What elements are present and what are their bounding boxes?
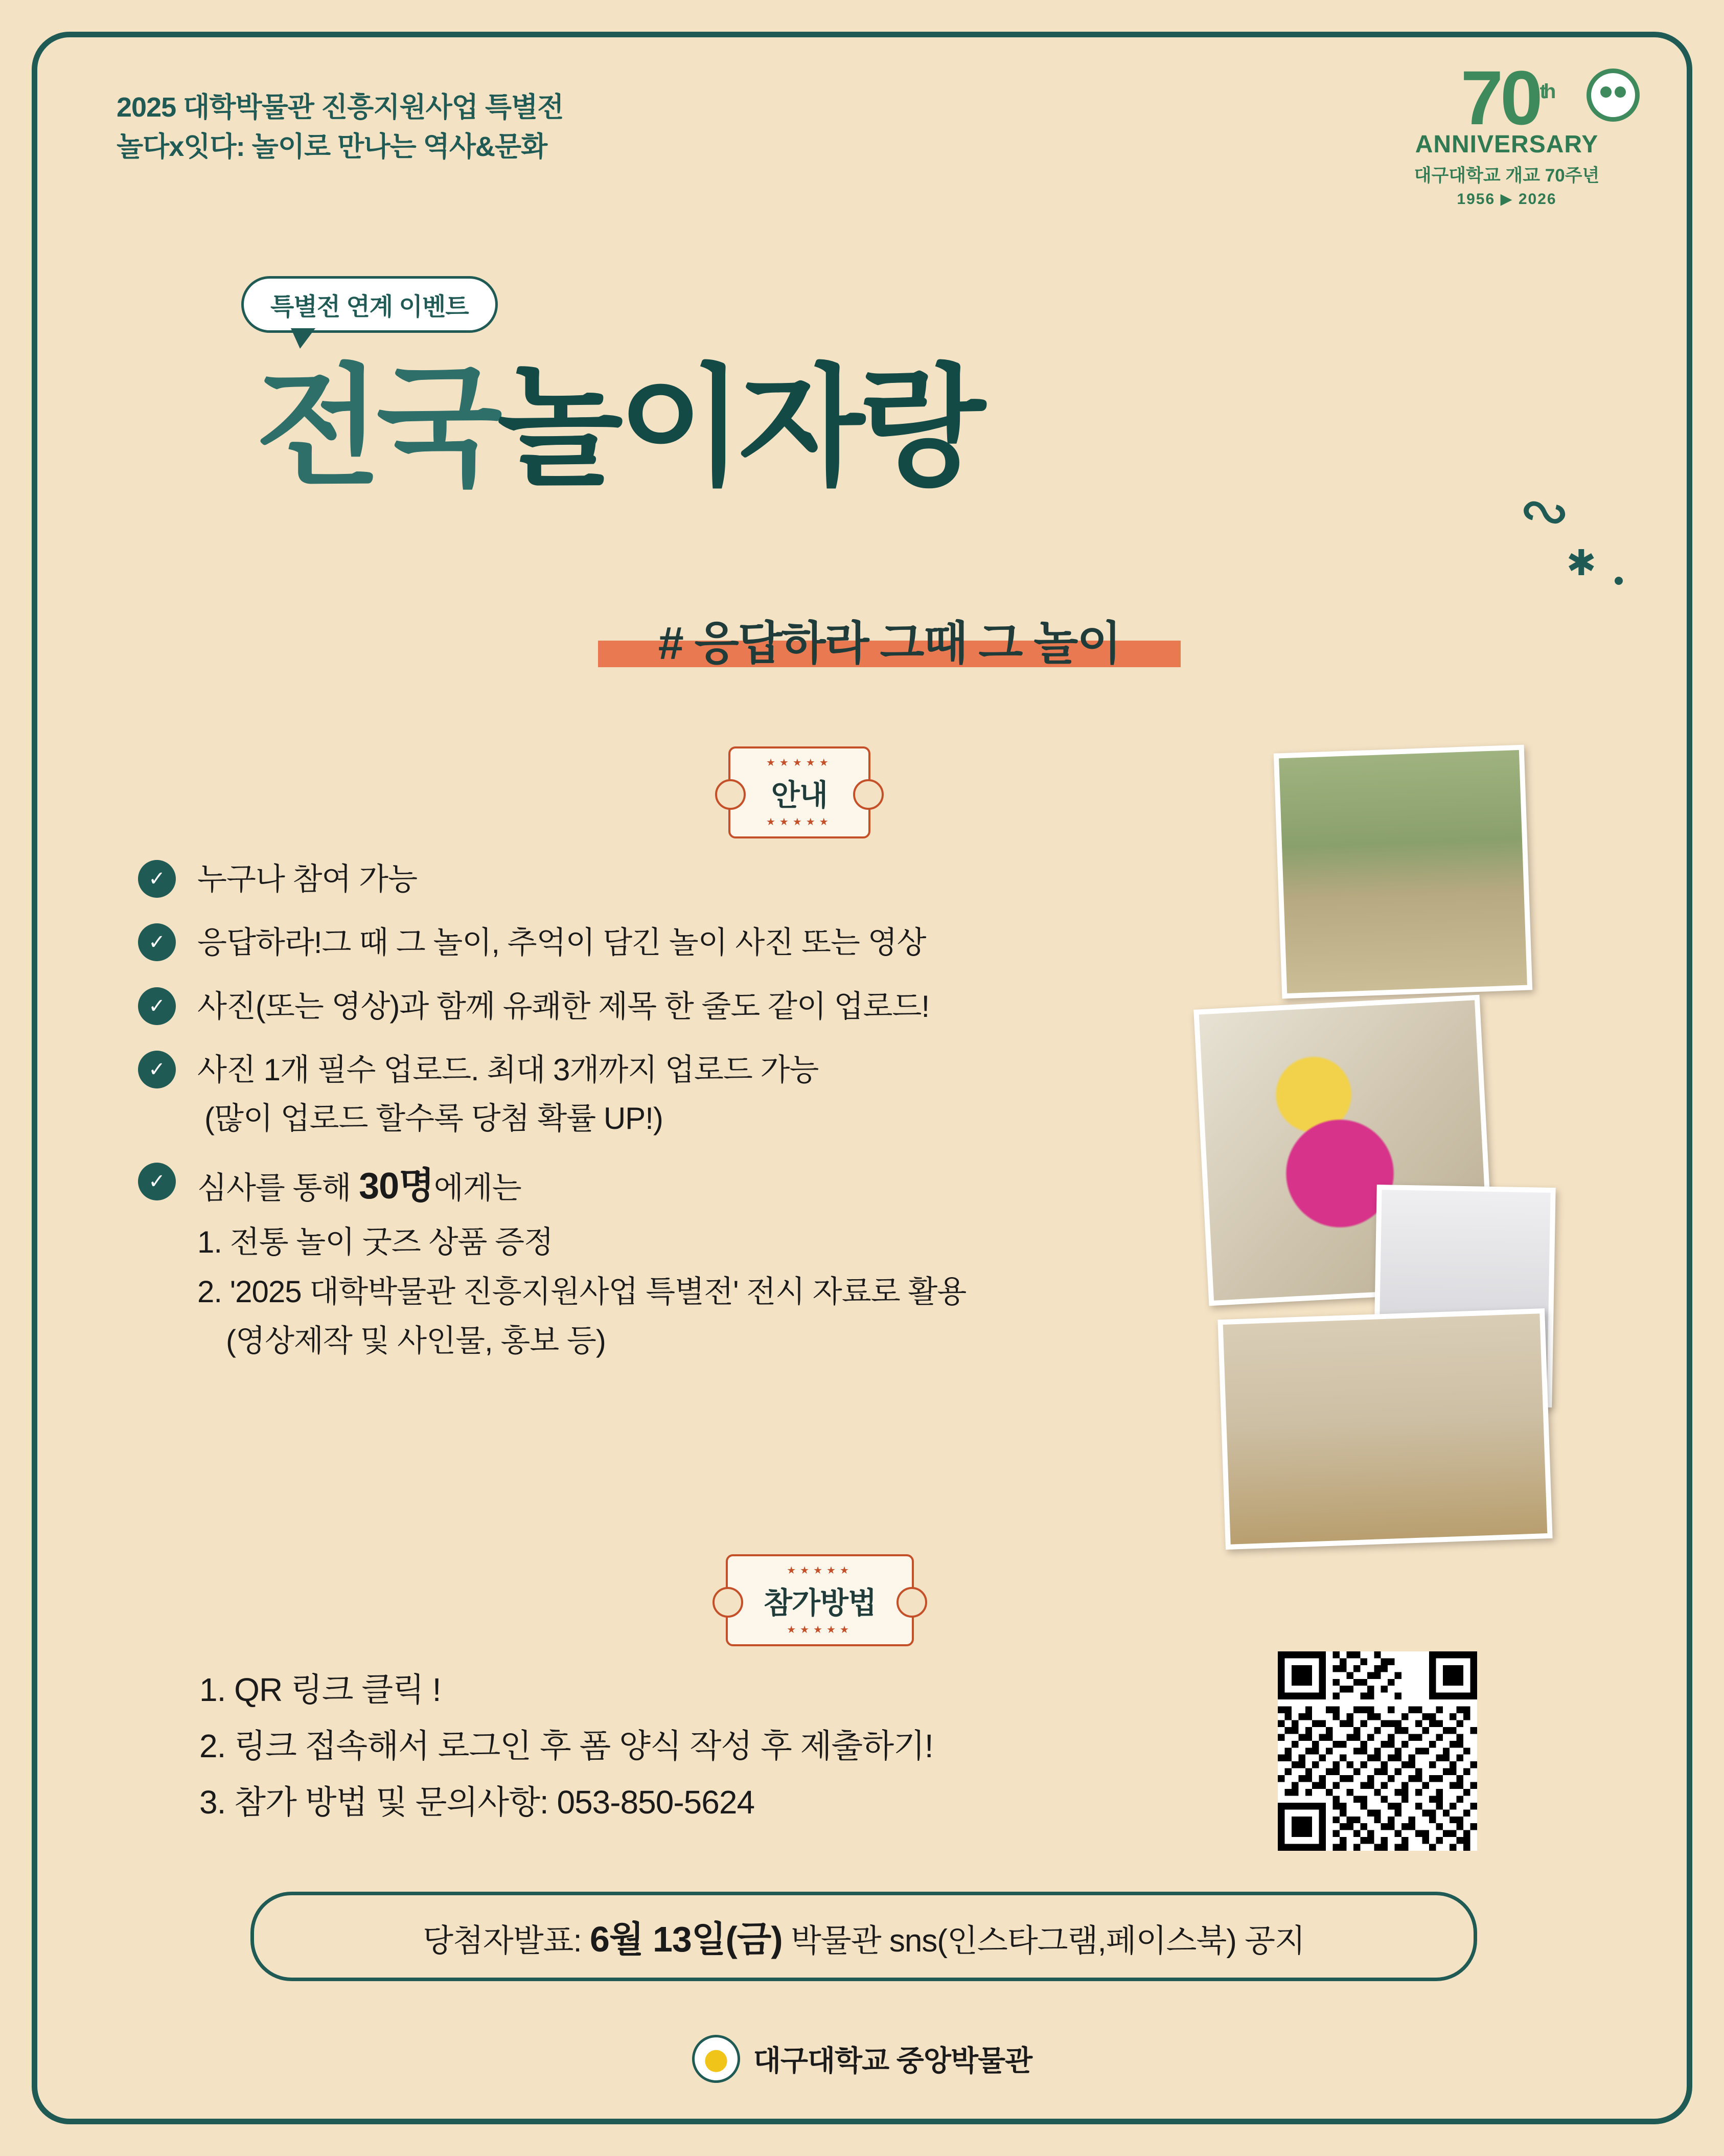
guide-item-text-emphasis [197, 1162, 966, 1211]
university-emblem-icon [692, 2035, 740, 2083]
guide-item-text: 사진(또는 영상)과 함께 유쾌한 제목 한 줄도 같이 업로드! [197, 989, 930, 1024]
guide-item-sub-1: 1. 전통 놀이 굿즈 상품 증정 [197, 1225, 553, 1260]
header-line-1: 2025 대학박물관 진흥지원사업 특별전 [117, 92, 564, 123]
guide-item-count: 30명 [359, 1165, 434, 1207]
guide-item-text-after: 에게는 [433, 1170, 521, 1205]
photo-image [1223, 1313, 1548, 1544]
list-item [138, 1050, 1288, 1139]
winner-prefix: 당첨자발표: [423, 1923, 590, 1959]
ticket-stars-top: ★★★★★ [787, 1565, 853, 1576]
howto-ticket-text: 참가방법 [764, 1586, 877, 1620]
event-badge: 특별전 연계 이벤트 [241, 276, 498, 333]
header-line-2: 놀다x잇다: 놀이로 만나는 역사&문화 [117, 131, 547, 162]
qr-code[interactable] [1278, 1651, 1477, 1851]
winner-announcement [250, 1892, 1477, 1981]
check-icon: ✓ [138, 1051, 176, 1088]
photo-kids-playing-outdoors [1274, 745, 1532, 999]
photo-image [1279, 750, 1527, 993]
ticket-stars-bottom: ★★★★★ [787, 1624, 853, 1636]
anniversary-years: 1956 ▶ 2026 [1457, 190, 1557, 208]
anniversary-th: th [1539, 80, 1553, 103]
list-item [138, 922, 1288, 963]
footer-organization: 대구대학교 중앙박물관 [753, 2045, 1032, 2077]
winner-date: 6월 13일(금) [590, 1919, 783, 1959]
ticket-stars-bottom: ★★★★★ [766, 816, 833, 828]
check-icon: ✓ [138, 987, 176, 1025]
page-title-part-1: 전국 [256, 355, 497, 501]
howto-ticket-label [726, 1554, 914, 1646]
guide-item-group [197, 1162, 966, 1362]
guide-item-text-before: 심사를 통해 [197, 1170, 359, 1205]
anniversary-number-text: 70 [1460, 55, 1540, 141]
guide-list [138, 859, 1288, 1385]
guide-item-text: 누구나 참여 가능 [197, 862, 418, 896]
guide-item-subtext: (많이 업로드 할수록 당첨 확률 UP!) [204, 1101, 663, 1136]
qr-code-image [1278, 1651, 1477, 1851]
ticket-stars-top: ★★★★★ [766, 757, 833, 768]
page-title-part-2: 놀이자랑 [497, 355, 980, 501]
hashtag-text: # 응답하라 그때 그 놀이 [658, 618, 1121, 669]
dot-decoration-icon [1615, 577, 1623, 585]
check-icon: ✓ [138, 1163, 176, 1200]
photo-child-playing-yut [1217, 1308, 1552, 1550]
exhibition-header [117, 88, 563, 166]
list-item [138, 1162, 1288, 1362]
guide-item-text: 사진 1개 필수 업로드. 최대 3개까지 업로드 가능 [197, 1053, 819, 1087]
page-title [256, 322, 980, 510]
howto-step-3: 3. 참가 방법 및 문의사항: 053-850-5624 [199, 1784, 755, 1821]
footer [0, 2035, 1724, 2083]
anniversary-subtitle: 대구대학교 개교 70주년 [1414, 165, 1600, 186]
howto-list [199, 1662, 933, 1830]
list-item [138, 986, 1288, 1027]
check-icon: ✓ [138, 923, 176, 961]
cat-mascot-icon [1587, 69, 1640, 122]
guide-ticket-text: 안내 [771, 779, 827, 812]
winner-suffix: 박물관 sns(인스타그램,페이스북) 공지 [782, 1923, 1305, 1959]
howto-step-1: 1. QR 링크 클릭 ! [199, 1671, 441, 1708]
check-icon: ✓ [138, 860, 176, 898]
anniversary-number [1460, 55, 1553, 141]
guide-item-group [197, 1050, 818, 1139]
swirl-decoration-icon: ∾ [1512, 472, 1577, 550]
list-item [138, 859, 1288, 900]
star-decoration-icon: ✱ [1566, 543, 1596, 583]
hashtag-block [598, 606, 1181, 672]
anniversary-word: ANNIVERSARY [1415, 130, 1599, 158]
guide-ticket-label [728, 746, 870, 838]
guide-item-sub-2: 2. '2025 대학박물관 진흥지원사업 특별전' 전시 자료로 활용 [197, 1274, 967, 1309]
anniversary-logo [1387, 55, 1627, 208]
guide-item-sub-3: (영상제작 및 사인물, 홍보 등) [226, 1324, 606, 1358]
howto-step-2: 2. 링크 접속해서 로그인 후 폼 양식 작성 후 제출하기! [199, 1728, 933, 1765]
guide-item-text: 응답하라!그 때 그 놀이, 추억이 담긴 놀이 사진 또는 영상 [197, 925, 926, 960]
